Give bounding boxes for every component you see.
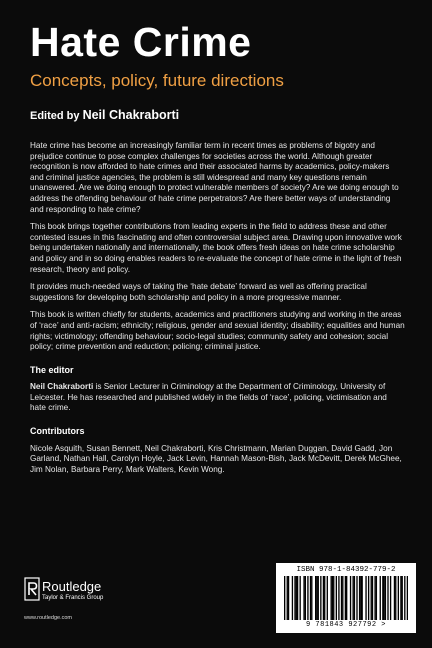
- barcode-bar: [305, 576, 306, 620]
- blurb-paragraph-4: This book is written chiefly for students, academics and practitioners studying and working in the areas of ‘race’ and anti-racism; ethnicity; religious, gender and sexual identity; disability; equalities and human rights; victimology; offending behaviour; socio-legal studies; community safety and cohesion; social policy; crime prevention and reduction; policing; criminal justice.: [30, 310, 405, 352]
- barcode-bar: [307, 576, 308, 620]
- publisher-name: Routledge: [42, 579, 102, 594]
- contributors-heading: Contributors: [30, 426, 85, 437]
- editor-bio-text: is Senior Lecturer in Criminology at the Department of Criminology, University of Leicester. He has researched and published widely in the fields of ‘race’, policing, victimisation and hate crime.: [30, 382, 387, 413]
- barcode-bar: [400, 576, 401, 620]
- barcode-bar: [390, 576, 391, 620]
- isbn-barcode: [276, 563, 416, 633]
- barcode-bar: [311, 576, 312, 620]
- isbn-number: ISBN 978-1-84392-779-2: [296, 566, 396, 574]
- barcode-bar: [372, 576, 373, 620]
- barcode-digits: 9 781843 927792 >: [306, 621, 386, 629]
- contributors-list: Nicole Asquith, Susan Bennett, Neil Chakraborti, Kris Christmann, Marian Duggan, David Gadd, Jon Garland, Nathan Hall, Carolyn Hoyle, Jack Levin, Hannah Mason-Bish, Jack McDevitt, Derek McGhee, Jim Nolan, Barbara Perry, Mark Walters, Kevin Wong.: [30, 443, 402, 474]
- barcode-bar: [383, 576, 384, 620]
- edited-by-line: [30, 108, 179, 122]
- barcode-bar: [387, 576, 388, 620]
- editor-name: Neil Chakraborti: [82, 108, 180, 122]
- book-title: Hate Crime: [30, 19, 252, 65]
- barcode-bar: [352, 576, 353, 620]
- barcode-bar: [318, 576, 319, 620]
- barcode-bar: [292, 576, 293, 620]
- barcode-bar: [402, 576, 403, 620]
- barcode-bar: [394, 576, 395, 620]
- barcode-bar: [303, 576, 304, 620]
- barcode-bar: [341, 576, 342, 620]
- barcode-bar: [345, 576, 346, 620]
- blurb-paragraph-2: This book brings together contributions from leading experts in the field to address these and other contested issues in this fascinating and often controversial subject area. Drawing upon innovative work being undertaken nationally and internationally, the book offers fresh ideas on hate crime scholarship and policy and in so doing enables readers to re-evaluate the concept of hate crime in the light of fresh research, theory and policy.: [30, 222, 402, 274]
- routledge-r-icon: [24, 577, 40, 601]
- barcode-bar: [356, 576, 357, 620]
- barcode-bar: [359, 576, 360, 620]
- barcode-bar: [350, 576, 351, 620]
- barcode-bar: [287, 576, 288, 620]
- barcode-bar: [368, 576, 369, 620]
- barcode-bar: [380, 576, 381, 620]
- barcode-bar: [324, 576, 325, 620]
- barcode-bars: [284, 576, 408, 620]
- barcode-bar: [407, 576, 408, 620]
- barcode-bar: [342, 576, 343, 620]
- barcode-bar: [323, 576, 324, 620]
- barcode-bar: [365, 576, 366, 620]
- publisher-url: www.routledge.com: [24, 615, 72, 621]
- edited-by-label: Edited by: [30, 110, 80, 122]
- barcode-bar: [300, 576, 301, 620]
- barcode-bar: [354, 576, 355, 620]
- barcode-bar: [297, 576, 298, 620]
- barcode-bar: [333, 576, 334, 620]
- barcode-bar: [332, 576, 333, 620]
- book-subtitle: Concepts, policy, future directions: [30, 71, 284, 90]
- barcode-bar: [362, 576, 363, 620]
- editor-bio-name: Neil Chakraborti: [30, 382, 94, 392]
- barcode-bar: [320, 576, 321, 620]
- blurb-paragraph-3: It provides much-needed ways of taking the ‘hate debate’ forward as well as offering practical suggestions for developing both scholarship and policy in a more progressive manner.: [30, 282, 367, 302]
- barcode-bar: [315, 576, 316, 620]
- publisher-group: Taylor & Francis Group: [42, 595, 104, 601]
- barcode-bar: [385, 576, 386, 620]
- barcode-bar: [310, 576, 311, 620]
- barcode-bar: [336, 576, 337, 620]
- barcode-bar: [284, 576, 285, 620]
- barcode-bar: [346, 576, 347, 620]
- barcode-bar: [382, 576, 383, 620]
- barcode-bar: [327, 576, 328, 620]
- barcode-bar: [288, 576, 289, 620]
- barcode-bar: [371, 576, 372, 620]
- editor-heading: The editor: [30, 364, 74, 375]
- barcode-bar: [331, 576, 332, 620]
- barcode-bar: [360, 576, 361, 620]
- barcode-bar: [398, 576, 399, 620]
- barcode-bar: [374, 576, 375, 620]
- barcode-bar: [404, 576, 405, 620]
- blurb-paragraph-1: Hate crime has become an increasingly familiar term in recent times as problems of bigotry and prejudice continue to pose complex challenges for societies across the world. Although greater recognition is now afforded to hate crimes and their associated harms by academics, policy-makers and criminal justice agencies, the problem is still widespread and many key questions remain unanswered. Are we doing enough to protect vulnerable members of society? Are we doing enough to address the offending behaviour of hate crime perpetrators? Are there better ways of understanding and responding to hate crime?: [30, 141, 399, 214]
- barcode-bar: [376, 576, 377, 620]
- barcode-bar: [296, 576, 297, 620]
- barcode-bar: [338, 576, 339, 620]
- editor-bio: [30, 382, 405, 414]
- barcode-bar: [395, 576, 396, 620]
- back-cover-text: [30, 141, 405, 482]
- barcode-bar: [316, 576, 317, 620]
- barcode-bar: [294, 576, 295, 620]
